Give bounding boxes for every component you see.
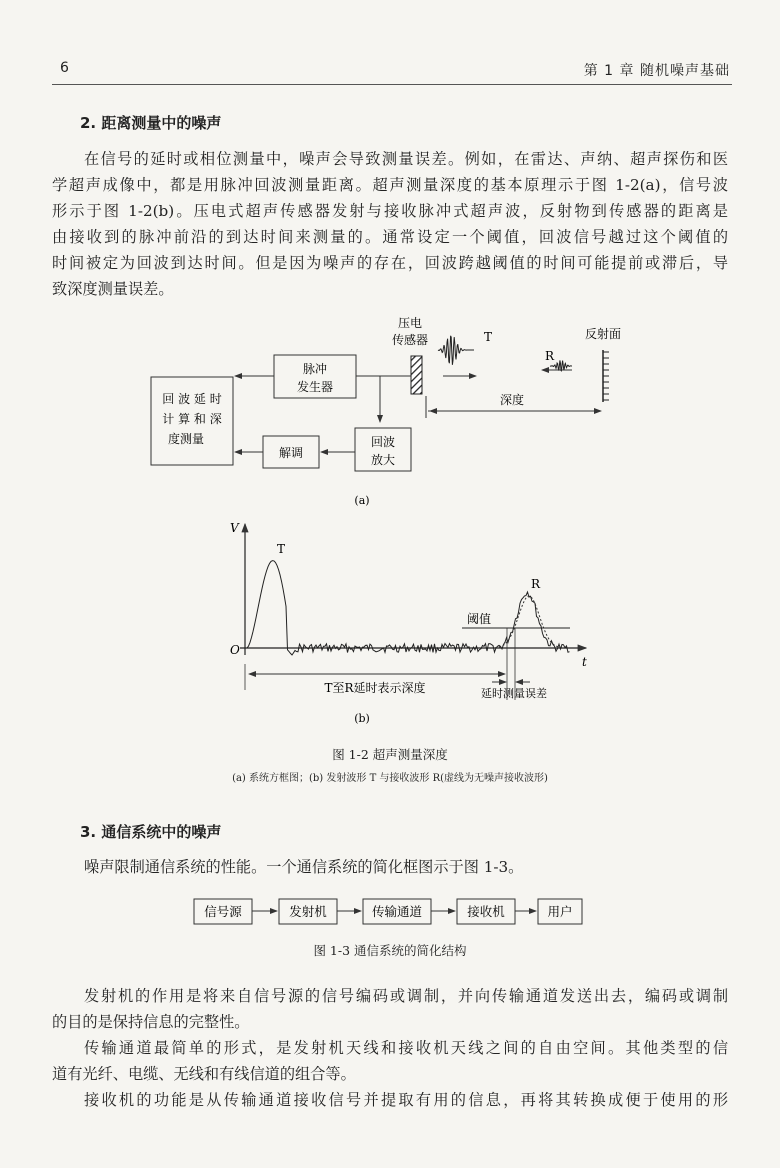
text-line: 由接收到的脉冲前沿的到达时间来测量的。通常设定一个阈值，回波信号越过这个阈值的 xyxy=(52,228,728,246)
delay-label: T至R延时表示深度 xyxy=(324,681,426,695)
block-pulse-line: 发生器 xyxy=(296,380,334,394)
figure-1-2-caption: 图 1-2 超声测量深度 xyxy=(332,747,448,762)
threshold-label: 阈值 xyxy=(467,612,492,626)
y-axis-label: V xyxy=(230,521,239,535)
peak-T-label: T xyxy=(277,542,286,556)
block-receiver: 接收机 xyxy=(467,904,505,919)
block-amp-line: 回波 xyxy=(370,435,396,449)
block-calc-line: 计 算 和 深 xyxy=(162,412,222,426)
sublabel-b: (b) xyxy=(354,712,370,725)
block-amp-line: 放大 xyxy=(370,453,396,467)
text-line: 时间被定为回波到达时间。但是因为噪声的存在，回波跨越阈值的时间可能提前或滞后，导 xyxy=(52,254,728,272)
figure-1-2-subcaption: (a) 系统方框图；(b) 发射波形 T 与接收波形 R(虚线为无噪声接收波形) xyxy=(232,773,548,784)
block-echo-delay-calc xyxy=(151,377,233,465)
text-line: 道有光纤、电缆、无线和有线信道的组合等。 xyxy=(52,1065,356,1083)
figure-1-3 xyxy=(194,899,582,924)
block-user: 用户 xyxy=(547,904,573,919)
block-calc-line: 回 波 延 时 xyxy=(162,392,222,406)
piezo-sensor xyxy=(411,356,422,394)
paragraph-comm-intro xyxy=(52,854,728,880)
chapter-title: 第 1 章 随机噪声基础 xyxy=(583,63,730,79)
figure-1-3-caption: 图 1-3 通信系统的简化结构 xyxy=(313,943,467,958)
block-signal-source: 信号源 xyxy=(204,904,242,919)
transmit-wave xyxy=(438,336,474,365)
text-line: 形示于图 1-2(b)。压电式超声传感器发射与接收脉冲式超声波，反射物到传感器的距离是 xyxy=(52,202,728,220)
block-channel: 传输通道 xyxy=(371,904,423,919)
paragraph-channel xyxy=(52,1035,728,1087)
text-line: 学超声成像中，都是用脉冲回波测量距离。超声测量深度的基本原理示于图 1-2(a)，信号波 xyxy=(52,176,728,194)
block-pulse-line: 脉冲 xyxy=(302,362,328,376)
sensor-label: 压电 xyxy=(397,316,423,330)
sublabel-a: (a) xyxy=(354,494,370,507)
block-demod-label: 解调 xyxy=(278,446,304,460)
text-line: 传输通道最简单的形式，是发射机天线和接收机天线之间的自由空间。其他类型的信 xyxy=(84,1039,728,1057)
reflector-label: 反射面 xyxy=(584,327,622,341)
block-echo-amplifier xyxy=(355,428,411,471)
text-line: 在信号的延时或相位测量中，噪声会导致测量误差。例如，在雷达、声纳、超声探伤和医 xyxy=(84,150,728,168)
block-pulse-generator xyxy=(274,355,356,398)
text-line: 接收机的功能是从传输通道接收信号并提取有用的信息，再将其转换成便于使用的形 xyxy=(84,1091,728,1109)
reflector xyxy=(603,350,609,402)
paragraph-receiver xyxy=(52,1087,728,1113)
page-number: 6 xyxy=(60,60,69,76)
block-demodulator xyxy=(263,436,319,468)
peak-R-label: R xyxy=(531,577,541,591)
text-line: 噪声限制通信系统的性能。一个通信系统的简化框图示于图 1-3。 xyxy=(84,858,524,876)
label-R: R xyxy=(545,349,555,363)
text-line: 的目的是保持信息的完整性。 xyxy=(52,1013,250,1031)
label-T: T xyxy=(484,330,493,344)
x-axis-label: t xyxy=(582,655,587,669)
block-calc-line: 度测量 xyxy=(167,432,205,446)
received-signal xyxy=(247,561,570,655)
section-heading-distance-noise: 2. 距离测量中的噪声 xyxy=(80,114,222,132)
depth-label: 深度 xyxy=(499,393,525,407)
section-heading-comm-noise: 3. 通信系统中的噪声 xyxy=(80,823,222,841)
text-line: 致深度测量误差。 xyxy=(52,280,174,298)
error-label: 延时测量误差 xyxy=(481,687,547,700)
text-line: 发射机的作用是将来自信号源的信号编码或调制，并向传输通道发送出去，编码或调制 xyxy=(84,987,728,1005)
block-transmitter: 发射机 xyxy=(289,904,327,919)
paragraph-transmitter xyxy=(52,983,728,1035)
sensor-label: 传感器 xyxy=(391,333,429,347)
origin-label: O xyxy=(230,643,240,657)
